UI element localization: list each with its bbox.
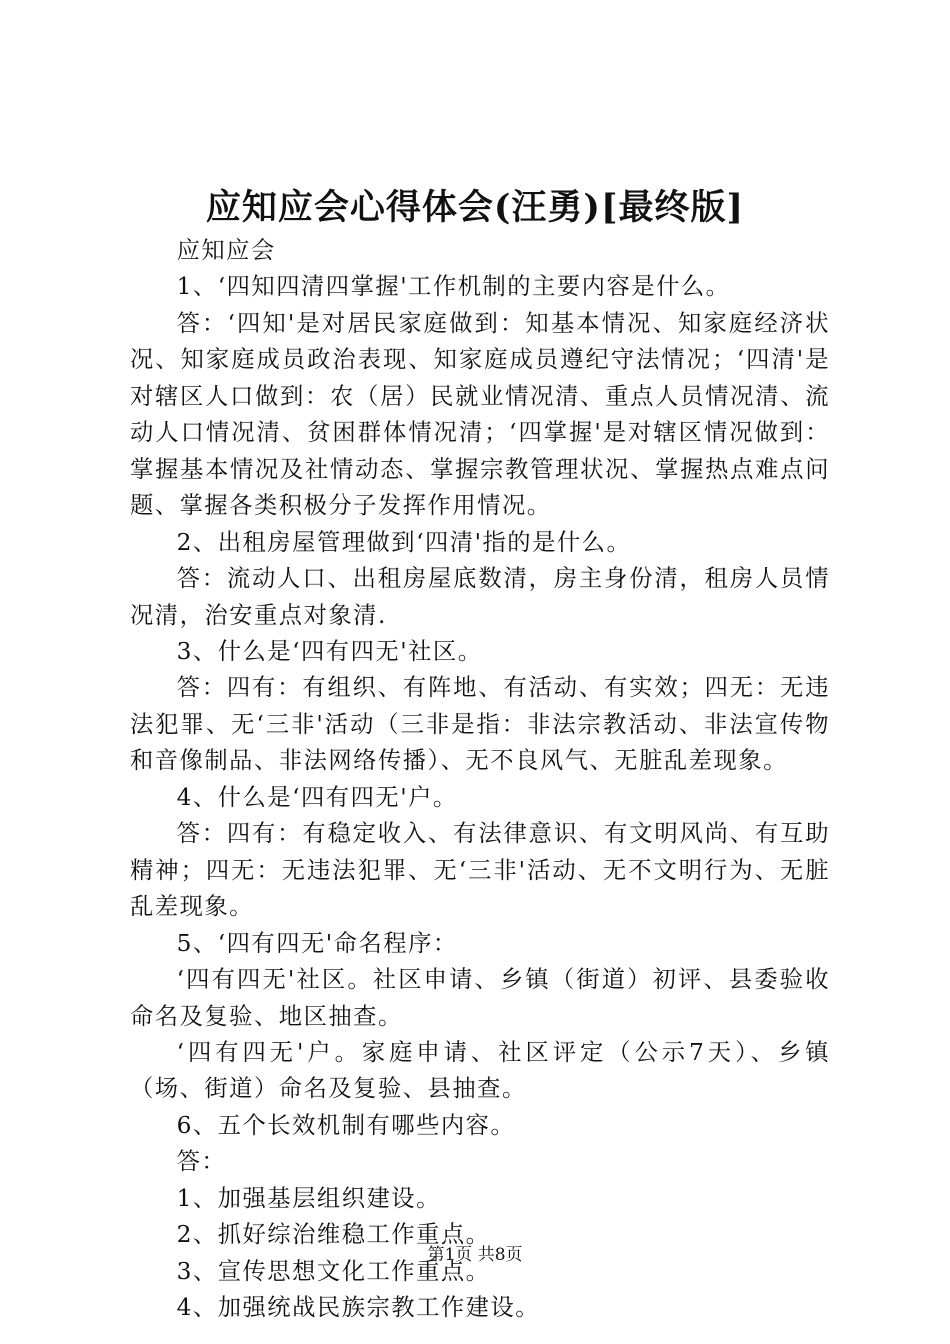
page-footer: 第1页 共8页 [427,1245,523,1265]
paragraph: 4、加强统战民族宗教工作建设。 [176,1294,541,1322]
paragraph: 2、出租房屋管理做到‘四清'指的是什么。 [176,528,632,556]
paragraph: 答：四有：有组织、有阵地、有活动、有实效；四无：无违法犯罪、无‘三非'活动（三非是指：非法宗教活动、非法宣传物和音像制品、非法网络传播）、无不良风气、无脏乱差现象。 [130,674,830,775]
paragraph: 5、‘四有四无'命名程序： [176,929,458,957]
paragraph: 1、‘四知四清四掌握'工作机制的主要内容是什么。 [176,273,731,301]
paragraph: 4、什么是‘四有四无'户。 [176,783,458,811]
paragraph: 2、抓好综治维稳工作重点。 [176,1221,491,1249]
document-title: 应知应会心得体会(汪勇)[最终版] [205,187,745,228]
paragraph: 3、什么是‘四有四无'社区。 [176,637,483,665]
paragraph: 应知应会 [176,237,276,264]
paragraph: ‘四有四无'社区。社区申请、乡镇（街道）初评、县委验收命名及复验、地区抽查。 [130,966,830,1030]
paragraph: 1、加强基层组织建设。 [176,1184,441,1212]
paragraph: ‘四有四无'户。家庭申请、社区评定（公示7天）、乡镇（场、街道）命名及复验、县抽查。 [130,1038,830,1103]
document-body [130,233,830,1327]
paragraph: 6、五个长效机制有哪些内容。 [176,1111,516,1139]
paragraph: 答：‘四知'是对居民家庭做到：知基本情况、知家庭经济状况、知家庭成员政治表现、知家庭成员遵纪守法情况；‘四清'是对辖区人口做到：农（居）民就业情况清、重点人员情况清、流动人口情况清、贫困群体情况清；‘四掌握'是对辖区情况做到：掌握基本情况及社情动态、掌握宗教管理状况、掌握热点难点问题、掌握各类积极分子发挥作用情况。 [130,309,830,520]
paragraph: 3、宣传思想文化工作重点。 [176,1257,491,1285]
paragraph: 答：流动人口、出租房屋底数清，房主身份清，租房人员情况清，治安重点对象清. [130,565,830,629]
paragraph: 答： [176,1148,227,1176]
paragraph: 答：四有：有稳定收入、有法律意识、有文明风尚、有互助精神；四无：无违法犯罪、无‘三非'活动、无不文明行为、无脏乱差现象。 [130,820,830,921]
